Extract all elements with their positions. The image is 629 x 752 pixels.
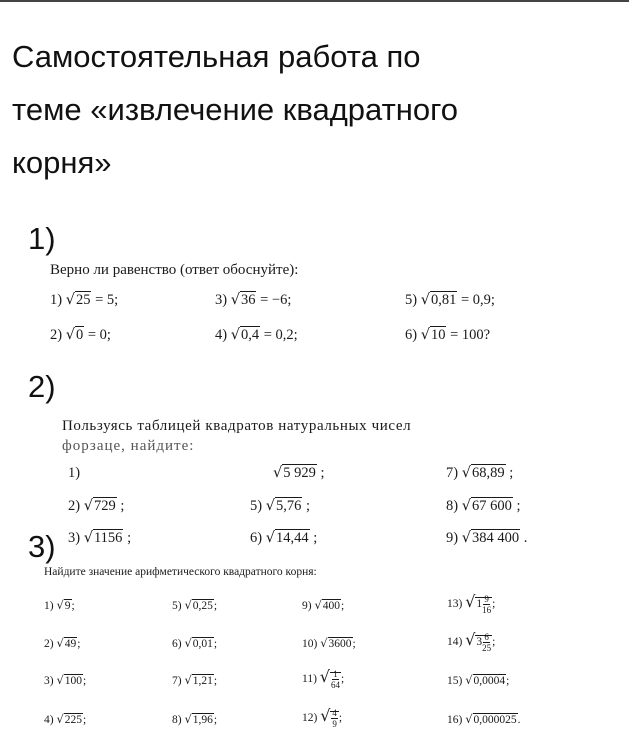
sqrt-expression: √1,96 [184, 712, 213, 726]
sqrt-expression: √1 $\frac{9}{16}$ [465, 592, 492, 615]
item-rest: ; [313, 530, 318, 546]
sqrt-expression: √225 [56, 712, 83, 726]
radicand: 1,96 [192, 714, 213, 726]
item-rest: ; [71, 600, 75, 612]
sqrt-expression: √10 [420, 327, 446, 343]
sqrt-expression: √1156 [83, 530, 123, 546]
s3-item-5 [172, 598, 217, 612]
radicand: 5 929 [283, 465, 316, 481]
sqrt-expression: √0,01 [184, 636, 213, 650]
s3-item-13 [447, 592, 495, 615]
sqrt-expression: √9 [56, 598, 71, 612]
item-number: 8) [446, 498, 459, 514]
sqrt-expression: √0 [65, 327, 84, 343]
s3-item-4 [44, 712, 86, 726]
radicand: 0,0004 [473, 675, 506, 687]
s3-item-3 [44, 673, 86, 687]
item-rest: ; [516, 498, 521, 514]
sqrt-expression: √0,25 [184, 598, 213, 612]
s3-item-2 [44, 636, 81, 650]
item-number: 6) [172, 638, 182, 650]
s3-item-1 [44, 598, 75, 612]
sqrt-expression: √25 [65, 292, 91, 308]
sqrt-expression: √68,89 [461, 465, 505, 481]
s2-item-7 [446, 465, 513, 482]
item-number: 5) [250, 498, 263, 514]
item-number: 15) [447, 675, 463, 687]
item-number: 12) [302, 712, 318, 724]
item-number: 9) [446, 530, 459, 546]
radicand: 729 [93, 498, 116, 514]
numerator: 9 [484, 593, 489, 604]
fraction [482, 632, 491, 653]
whole-part: 3 [476, 636, 483, 648]
s2-item-1 [68, 465, 80, 482]
item-rest: = 0,9; [460, 292, 495, 308]
item-rest: ; [492, 598, 496, 610]
sqrt-expression: √ $\frac{4}{9}$ [320, 706, 337, 729]
item-rest: ; [506, 675, 510, 687]
section-3-number: 3) [28, 529, 56, 564]
section-2-instruction-line-1: Пользуясь таблицей квадратов натуральных чисел [62, 418, 412, 434]
sqrt-expression: √5,76 [265, 498, 302, 514]
numerator: 4 [332, 707, 337, 718]
item-rest: . [517, 714, 521, 726]
item-rest: = 100? [450, 327, 491, 343]
sqrt-expression: √384 400 [461, 530, 520, 546]
item-number: 5) [405, 292, 418, 308]
s2-item-5 [250, 498, 310, 515]
item-number: 4) [44, 714, 54, 726]
radicand: 0,01 [192, 638, 213, 650]
radicand: 0,25 [192, 600, 213, 612]
item-rest: ; [213, 675, 218, 687]
sqrt-expression: √49 [56, 636, 77, 650]
s1-item-2 [50, 327, 111, 344]
denominator: 64 [330, 679, 340, 690]
item-rest: ; [509, 465, 514, 481]
radicand: 1,21 [192, 675, 213, 687]
fraction [482, 594, 491, 615]
radicand: 0,4 [240, 327, 260, 343]
radicand: 0 [75, 327, 84, 343]
s3-item-15 [447, 673, 509, 687]
radicand: 3600 [328, 638, 352, 650]
sqrt-expression: √ $\frac{1}{64}$ [319, 667, 340, 690]
item-rest: ; [77, 638, 81, 650]
sqrt-expression: √0,000025 [465, 712, 517, 726]
item-number: 7) [172, 675, 182, 687]
radicand: 36 [240, 292, 256, 308]
denominator: 25 [482, 642, 492, 653]
s2-item-2 [68, 498, 124, 515]
radicand: 0,000025 [473, 714, 517, 726]
item-number: 9) [302, 600, 312, 612]
radicand: 14,44 [275, 530, 309, 546]
item-number: 11) [302, 673, 317, 685]
s2-item-8 [446, 498, 521, 515]
item-number: 2) [44, 638, 54, 650]
sqrt-expression: √0,4 [230, 327, 260, 343]
numerator: 1 [333, 668, 338, 679]
title-line-3: корня» [12, 145, 112, 180]
s1-item-4 [215, 327, 298, 344]
item-number: 8) [172, 714, 182, 726]
radicand: 68,89 [471, 465, 505, 481]
title-line-2: теме «извлечение квадратного [12, 92, 459, 127]
radicand: 9 [64, 600, 71, 612]
item-number: 7) [446, 465, 459, 481]
s2-item-4 [273, 465, 325, 482]
item-number: 13) [447, 598, 463, 610]
page-title [12, 30, 612, 189]
s3-item-16 [447, 712, 521, 726]
item-rest: = 0; [87, 327, 111, 343]
sqrt-expression: √1,21 [184, 673, 213, 687]
item-number: 3) [44, 675, 54, 687]
item-rest: ; [338, 712, 343, 724]
numerator: 6 [484, 631, 489, 642]
whole-part: 1 [476, 598, 483, 610]
sqrt-expression: √400 [314, 598, 341, 612]
item-rest: = 5; [95, 292, 119, 308]
radicand: 67 600 [471, 498, 512, 514]
item-number: 6) [250, 530, 263, 546]
fraction [331, 708, 338, 729]
sqrt-expression: √0,0004 [465, 673, 506, 687]
denominator: 9 [332, 718, 337, 729]
item-number: 2) [68, 498, 81, 514]
s1-item-5 [405, 292, 495, 309]
item-number: 1) [68, 465, 81, 481]
s3-item-12 [302, 706, 342, 729]
item-rest: = −6; [260, 292, 292, 308]
sqrt-expression: √5 929 [273, 465, 316, 481]
s3-item-10 [302, 636, 356, 650]
s1-item-3 [215, 292, 291, 309]
item-rest: ; [305, 498, 310, 514]
item-rest: ; [120, 498, 125, 514]
section-1-number: 1) [28, 221, 56, 256]
sqrt-expression: √100 [56, 673, 83, 687]
item-rest: ; [320, 465, 325, 481]
sqrt-expression: √36 [230, 292, 256, 308]
s1-item-6 [405, 327, 490, 344]
sqrt-expression: √729 [83, 498, 116, 514]
s1-item-1 [50, 292, 118, 309]
section-3-instruction: Найдите значение арифметического квадратного корня: [44, 566, 317, 578]
title-line-1: Самостоятельная работа по [12, 39, 421, 74]
s3-item-14 [447, 630, 495, 653]
section-2-instruction-line-2: форзаце, найдите: [62, 438, 195, 454]
item-number: 5) [172, 600, 182, 612]
fraction [331, 669, 340, 690]
item-number: 14) [447, 636, 463, 648]
s2-item-6 [250, 530, 317, 547]
sqrt-expression: √0,81 [420, 292, 457, 308]
radicand: 100 [64, 675, 83, 687]
item-rest: ; [340, 673, 345, 685]
item-number: 3) [68, 530, 81, 546]
section-2-number: 2) [28, 369, 56, 404]
s3-item-7 [172, 673, 217, 687]
item-rest: . [523, 530, 528, 546]
s2-item-9 [446, 530, 527, 547]
denominator: 16 [482, 604, 492, 615]
item-rest: ; [127, 530, 132, 546]
radicand: 400 [322, 600, 341, 612]
item-number: 16) [447, 714, 463, 726]
sqrt-expression: √67 600 [461, 498, 512, 514]
item-number: 6) [405, 327, 418, 343]
item-number: 4) [215, 327, 228, 343]
item-number: 10) [302, 638, 318, 650]
item-rest: ; [352, 638, 356, 650]
radicand: 225 [64, 714, 83, 726]
radicand: 25 [75, 292, 91, 308]
radicand: 49 [64, 638, 77, 650]
item-rest: ; [83, 675, 87, 687]
item-rest: ; [83, 714, 87, 726]
item-rest: ; [341, 600, 345, 612]
item-rest: ; [213, 638, 218, 650]
radicand: 384 400 [471, 530, 520, 546]
section-1-instruction: Верно ли равенство (ответ обоснуйте): [50, 262, 299, 278]
radicand: 1156 [93, 530, 123, 546]
radicand: 0,81 [430, 292, 457, 308]
s3-item-8 [172, 712, 217, 726]
top-border [0, 0, 629, 2]
s3-item-6 [172, 636, 217, 650]
item-rest: ; [492, 636, 496, 648]
s2-item-3 [68, 530, 131, 547]
sqrt-expression: √14,44 [265, 530, 309, 546]
sqrt-expression: √3600 [320, 636, 352, 650]
item-number: 1) [50, 292, 63, 308]
item-rest: ; [213, 600, 218, 612]
radicand: 10 [430, 327, 446, 343]
item-number: 1) [44, 600, 54, 612]
sqrt-expression: √3 $\frac{6}{25}$ [465, 630, 492, 653]
item-rest: = 0,2; [263, 327, 298, 343]
s3-item-9 [302, 598, 344, 612]
item-number: 3) [215, 292, 228, 308]
s3-item-11 [302, 667, 344, 690]
item-rest: ; [213, 714, 218, 726]
radicand: 5,76 [275, 498, 302, 514]
item-number: 2) [50, 327, 63, 343]
